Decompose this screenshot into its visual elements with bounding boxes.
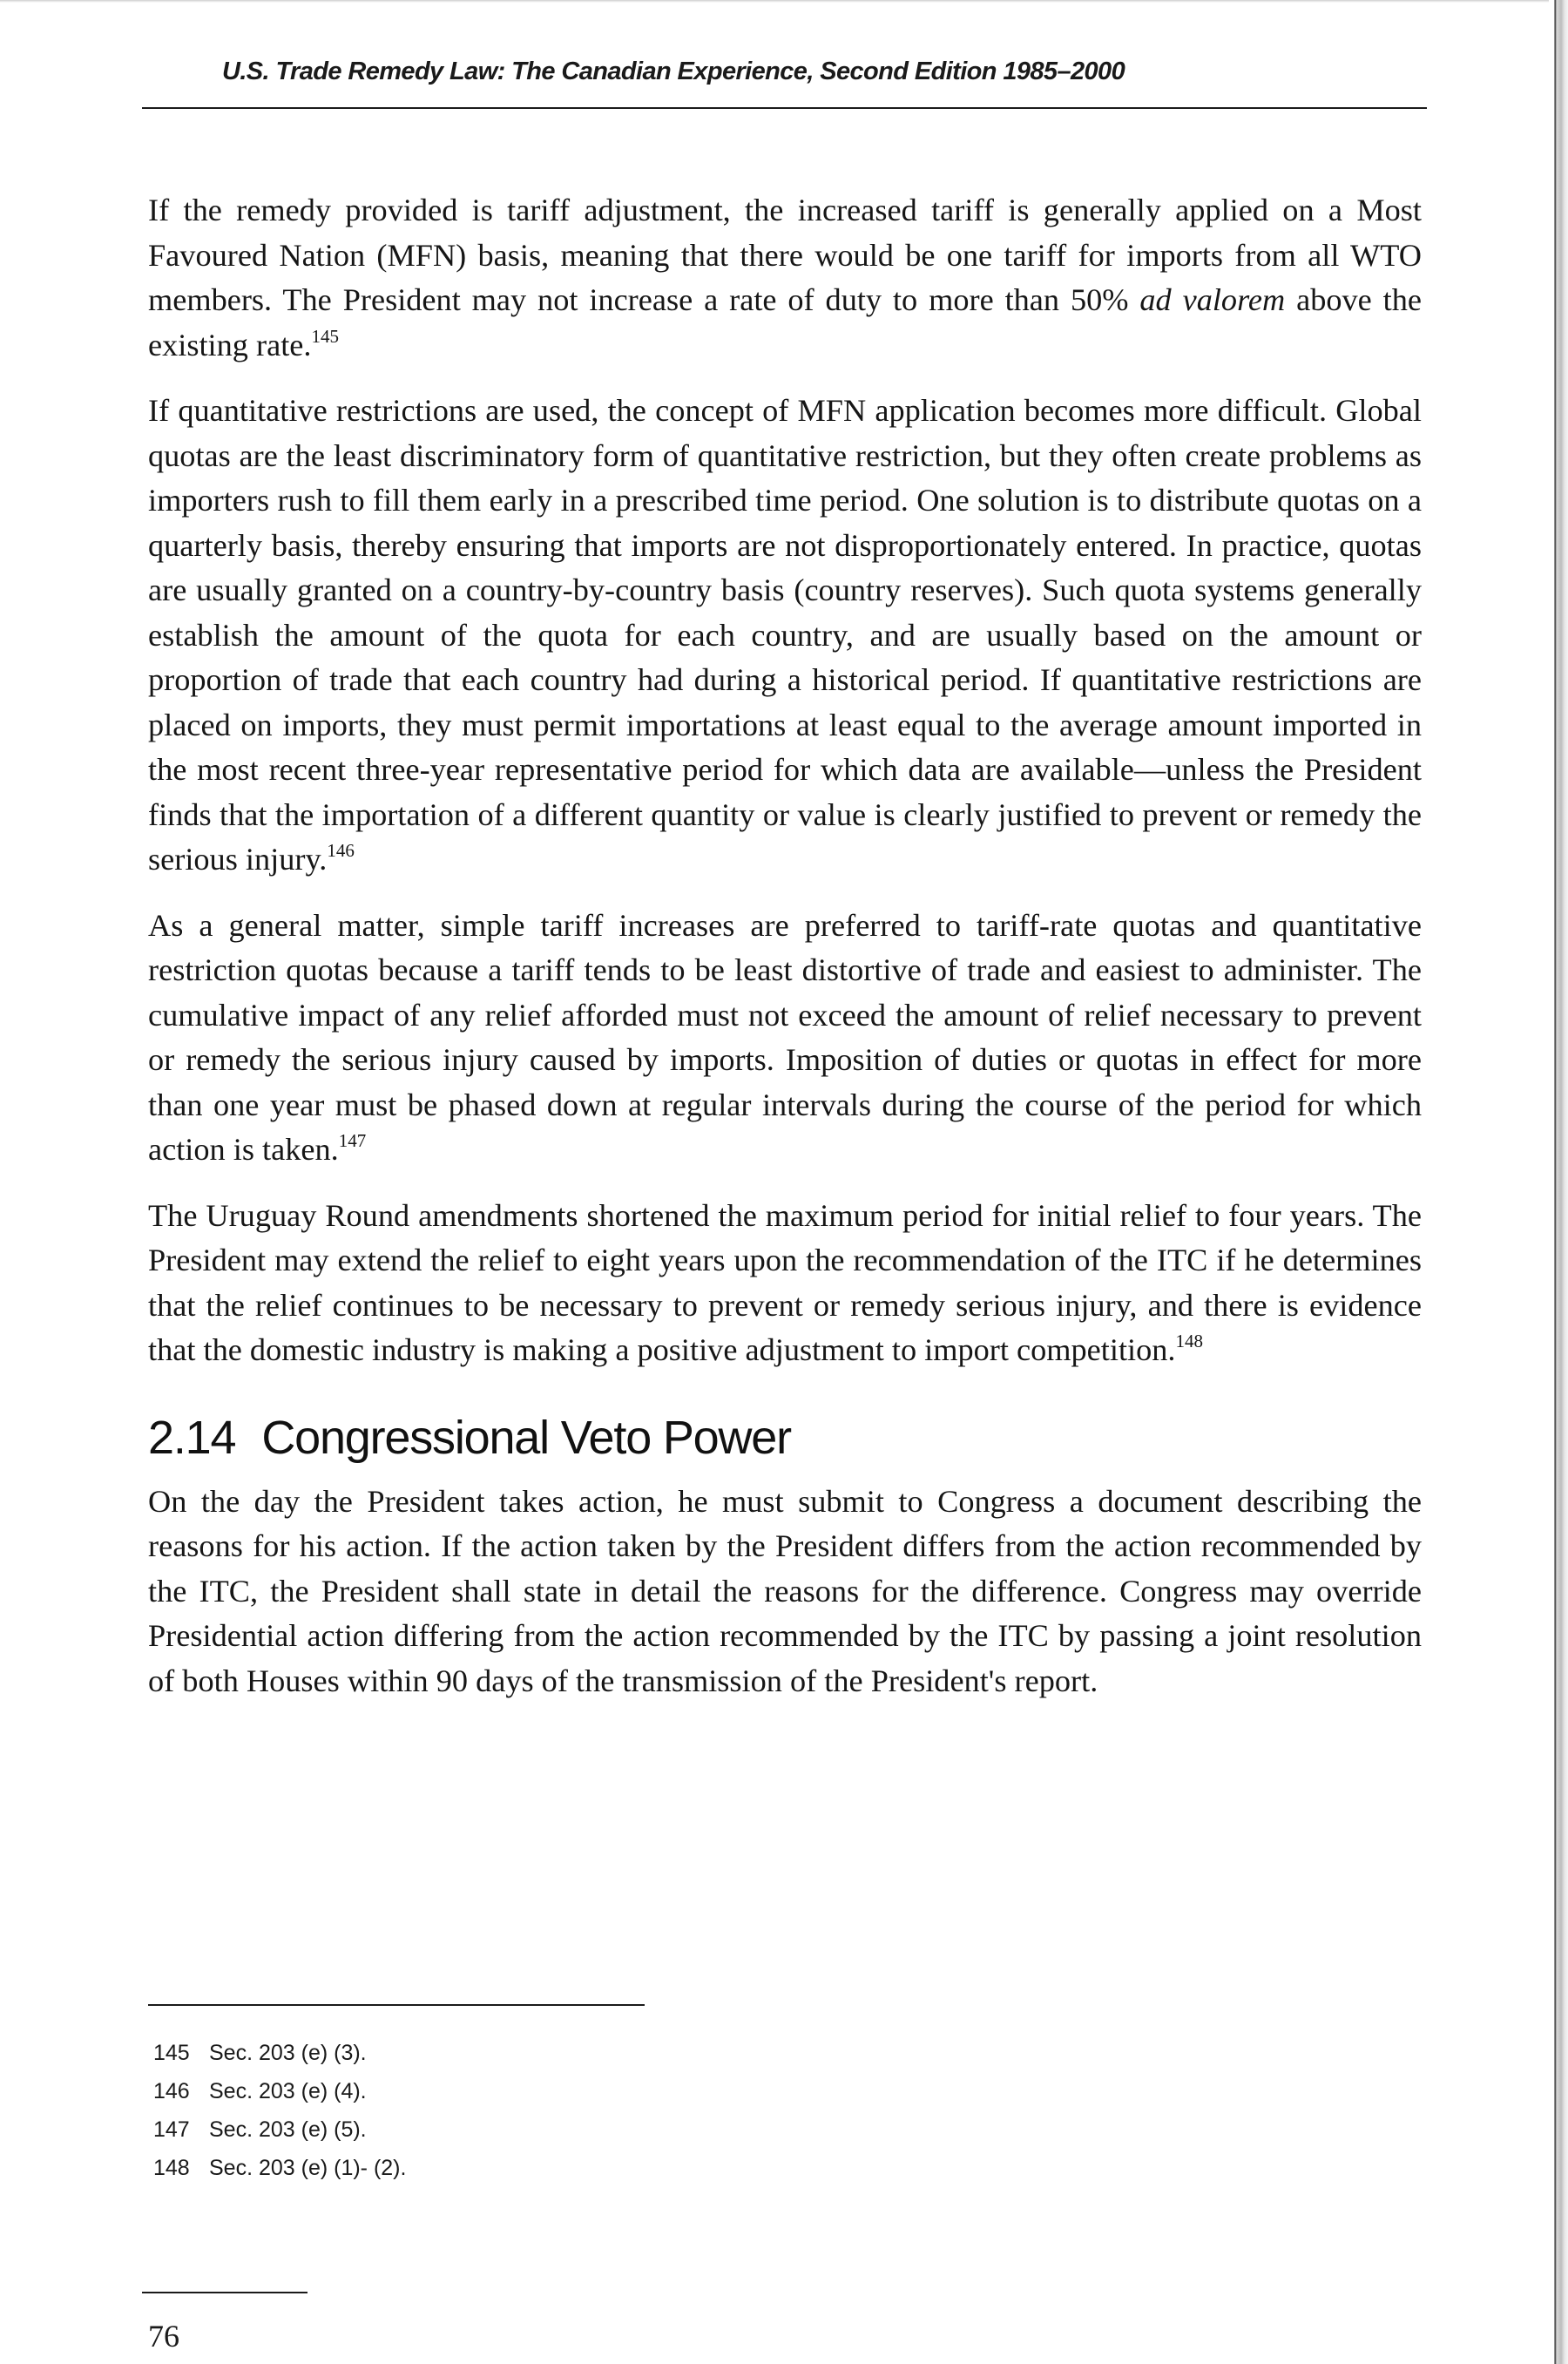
footnote-reference: 146	[327, 840, 355, 861]
footnote-text: Sec. 203 (e) (3).	[209, 2041, 367, 2065]
section-number: 2.14	[148, 1411, 236, 1464]
section-title: Congressional Veto Power	[261, 1411, 791, 1464]
footnotes	[153, 2034, 937, 2187]
footer-rule	[142, 2292, 308, 2293]
footnote-item	[153, 2149, 937, 2187]
footnote-item	[153, 2110, 937, 2149]
footnote-number: 148	[153, 2156, 190, 2180]
body-paragraph	[148, 904, 1422, 1173]
running-head: U.S. Trade Remedy Law: The Canadian Experience, Second Edition 1985–2000	[222, 58, 1125, 85]
footnote-item	[153, 2072, 937, 2110]
footnote-reference: 145	[311, 325, 339, 347]
footnote-number: 145	[153, 2041, 190, 2065]
section-paragraph: On the day the President takes action, he must submit to Congress a document describing the reasons for his action. If the action taken by the President differs from the action recommended by the ITC, the President shall state in detail the reasons for the difference. Congress may override Presidential action differing from the action recommended by the ITC by passing a joint resolution of both Houses within 90 days of the transmission of the President's report.	[148, 1483, 1422, 1698]
text-run: The Uruguay Round amendments shortened the maximum period for initial relief to four years. The President may extend the relief to eight years upon the recommendation of the ITC if he determines that the relief continues to be necessary to prevent or remedy serious injury, and there is evidence that the domestic industry is making a positive adjustment to import competition.	[148, 1197, 1422, 1367]
body-paragraph	[148, 188, 1422, 368]
footnote-text: Sec. 203 (e) (1)- (2).	[209, 2156, 407, 2180]
footnote-text: Sec. 203 (e) (5).	[209, 2117, 367, 2142]
scan-top-edge	[0, 0, 1551, 3]
page-number: 76	[148, 2319, 179, 2354]
body-paragraph	[148, 389, 1422, 883]
paragraph-list	[148, 188, 1422, 1373]
section-heading	[148, 1410, 1422, 1466]
footnote-reference: 147	[338, 1130, 367, 1151]
body-paragraph	[148, 1194, 1422, 1373]
italic-term: ad valorem	[1139, 282, 1286, 317]
body-text	[148, 188, 1422, 1724]
scan-binding-edge	[1549, 0, 1568, 2364]
text-run: If quantitative restrictions are used, the concept of MFN application becomes more difficult. Global quotas are the least discriminatory form of quantitative restriction, but they often create problems as importers rush to fill them early in a prescribed time period. One solution is to distribute quotas on a quarterly basis, thereby ensuring that imports are not disproportionately entered. In practice, quotas are usually granted on a country-by-country basis (country reserves). Such quota systems generally establish the amount of the quota for each country, and are usually based on the amount or proportion of trade that each country had during a historical period. If quantitative restrictions are placed on imports, they must permit importations at least equal to the average amount imported in the most recent three-year representative period for which data are available—unless the President finds that the importation of a different quantity or value is clearly justified to prevent or remedy the serious injury.	[148, 393, 1422, 877]
footnote-item	[153, 2034, 937, 2072]
footnote-number: 147	[153, 2117, 190, 2142]
footnote-reference: 148	[1175, 1331, 1203, 1351]
text-run: above the existing rate.	[148, 282, 1422, 362]
footnote-rule	[148, 2004, 645, 2006]
footnote-number: 146	[153, 2079, 190, 2103]
text-run: If the remedy provided is tariff adjustment, the increased tariff is generally applied on a Most Favoured Nation (MFN) basis, meaning that there would be one tariff for imports from all WTO members. The President may not increase a rate of duty to more than 50%	[148, 193, 1422, 317]
header-rule	[142, 107, 1427, 109]
text-run: As a general matter, simple tariff increases are preferred to tariff-rate quotas and quantitative restriction quotas because a tariff tends to be least distortive of trade and easiest to administer. The cumulative impact of any relief afforded must not exceed the amount of relief necessary to prevent or remedy the serious injury caused by imports. Imposition of duties or quotas in effect for more than one year must be phased down at regular intervals during the course of the period for which action is taken.	[148, 907, 1422, 1167]
footnote-text: Sec. 203 (e) (4).	[209, 2079, 367, 2103]
